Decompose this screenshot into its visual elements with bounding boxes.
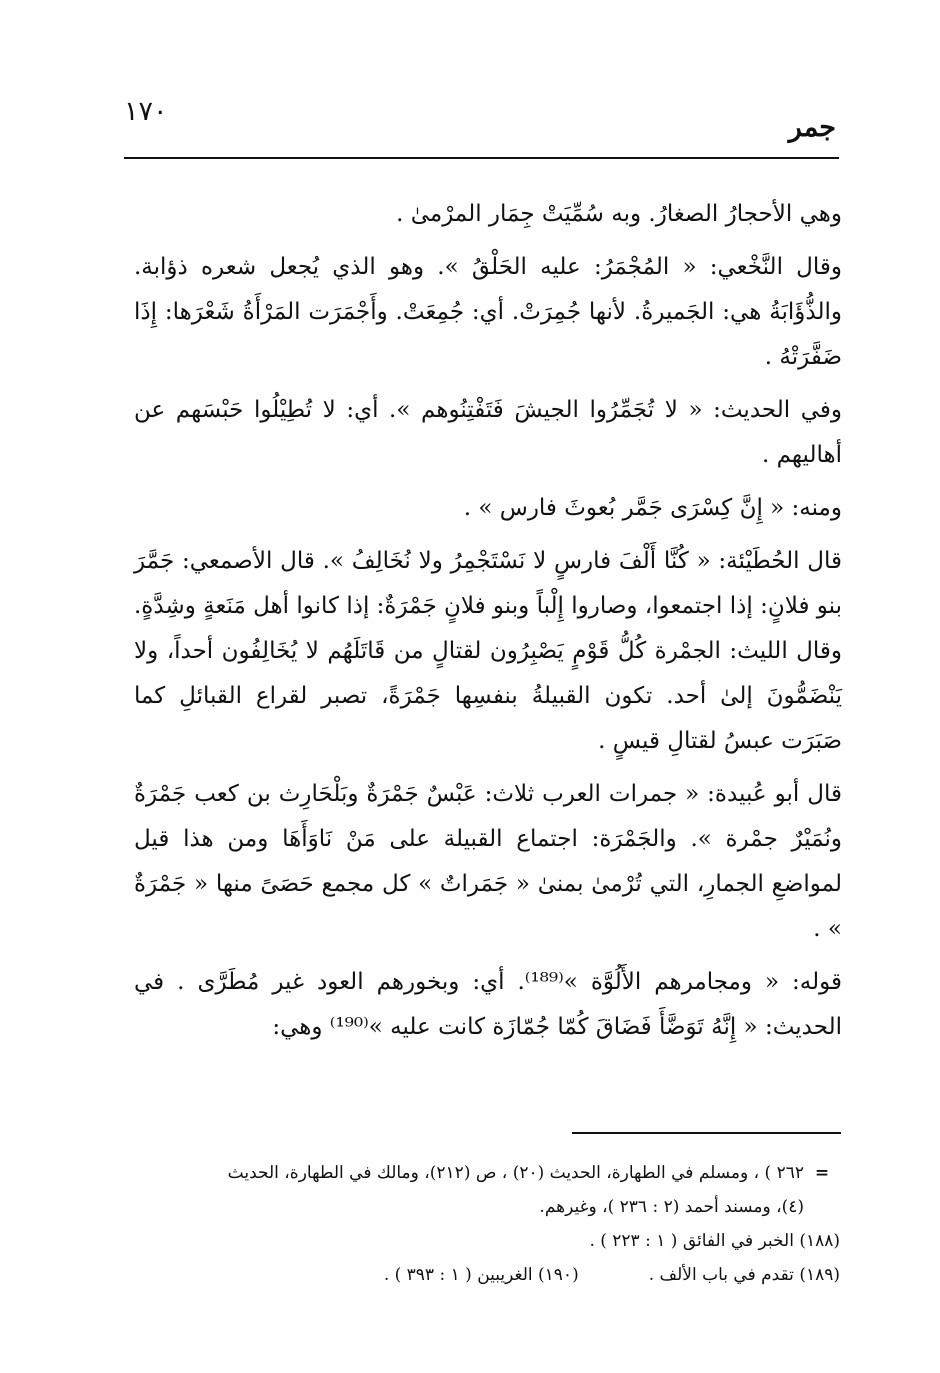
paragraph: قال الحُطَيْئة: « كُنَّا أَلْفَ فارسٍ لا نَسْتَجْمِرُ ولا نُخَالِفُ ». قال الأصمعي: جَمَّرَ بنو فلانٍ: إذا اجتمعوا، وصاروا إِلْباً وبنو فلانٍ جَمْرَةٌ: إذا كانوا أهل مَنَعةٍ وشِدَّةٍ. وقال الليث: الجمْرة كُلُّ قَوْمٍ يَصْبِرُون لقتالٍ من قَاتَلَهُم لا يُخَالِفُون أحداً، ولا يَنْضَمُّونَ إلىٰ أحد. تكون القبيلةُ بنفسِها جَمْرَةً، تصبر لقراع القبائلِ كما صَبَرَت عبسُ لقتالِ قيسٍ .: [134, 548, 842, 754]
footnote-189: (١٨٩) تقدم في باب الألف .: [648, 1265, 840, 1285]
footnote-188: (١٨٨) الخبر في الفائق ( ١ : ٢٢٣ ) .: [589, 1231, 840, 1251]
footnote-continuation-2: [124, 1190, 840, 1224]
body-text: [134, 192, 842, 1058]
paragraph: ومنه: « إِنَّ كِسْرَى جَمَّر بُعوثَ فارس » .: [463, 495, 842, 521]
footnote-continuation-text: ٢٦٢ ) ، ومسلم في الطهارة، الحديث (٢٠) ، ص (٢١٢)، ومالك في الطهارة، الحديث: [227, 1163, 804, 1183]
paragraph: وفي الحديث: « لا تُجَمِّرُوا الجيشَ فَتَفْتِنُوهم ». أي: لا تُطِيْلُوا حَبْسَهم عن أهاليهم .: [134, 397, 842, 468]
paragraph: وقال النَّخْعي: « المُجْمَرُ: عليه الحَلْقُ ». وهو الذي يُجعل شعره ذؤابة. والذُّؤَابَةُ هي: الجَميرةُ. لأنها جُمِرَتْ. أي: جُمِعَتْ. وأَجْمَرَت المَرْأَةُ شَعْرَها: إِذَا ضَفَّرَتْهُ .: [134, 254, 842, 370]
header-rule: [124, 157, 839, 159]
footnote-continuation: [124, 1156, 840, 1190]
continuation-marker: =: [814, 1163, 830, 1183]
running-head: جمر: [788, 112, 836, 143]
footnote-189-190: [124, 1258, 840, 1292]
footnote-rule: [572, 1132, 841, 1134]
footnote-190: (١٩٠) الغريبين ( ١ : ٣٩٣ ) .: [383, 1265, 579, 1285]
paragraph: وهي الأحجارُ الصغارُ. وبه سُمِّيَتْ جِمَار المرْمىٰ .: [396, 201, 842, 227]
footnote-continuation-text: (٤)، ومسند أحمد (٢ : ٢٣٦ )، وغيرهم.: [539, 1197, 804, 1217]
paragraph: قوله: « ومجامرهم الأَلُوَّة »⁽¹⁸⁹⁾. أي: وبخورهم العود غير مُطَرَّى . في الحديث: « إِنَّهُ تَوَضَّأَ فَضَاقَ كُمّا جُمّازَة كانت عليه »⁽¹⁹⁰⁾ وهي:: [134, 969, 842, 1040]
paragraph: قال أبو عُبيدة: « جمرات العرب ثلاث: عَبْسٌ جَمْرَةٌ وبَلْحَارِث بن كعب جَمْرَةٌ ونُمَيْرٌ جمْرة ». والجَمْرَة: اجتماع القبيلة على مَنْ نَاوَأَهَا ومن هذا قيل لمواضعِ الجمارِ، التي تُرْمىٰ بمنىٰ « جَمَراتٌ » كل مجمع حَصَىً منها « جَمْرَةٌ » .: [134, 781, 842, 942]
page-number: ١٧٠: [124, 96, 168, 127]
footnotes: [124, 1156, 840, 1292]
